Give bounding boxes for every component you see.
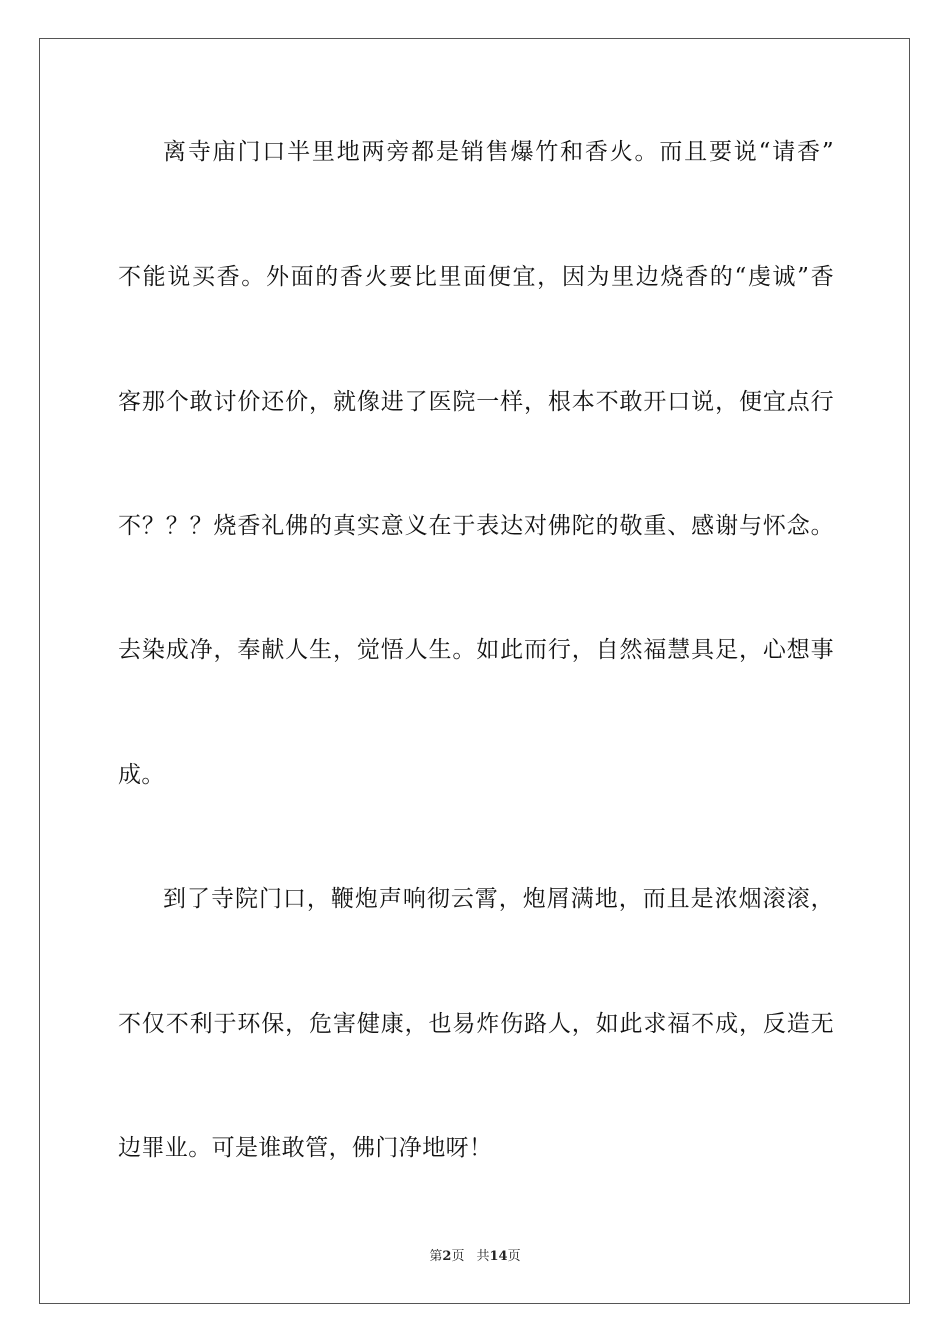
page-frame bbox=[39, 38, 910, 1304]
paragraph-1-line-6: 成。 bbox=[118, 762, 165, 788]
paragraph-2-line-3: 边罪业。可是谁敢管，佛门净地呀！ bbox=[118, 1135, 493, 1161]
footer-total-suffix: 页 bbox=[507, 1249, 521, 1264]
page-footer bbox=[0, 1248, 950, 1266]
paragraph-1-line-3: 客那个敢讨价还价，就像进了医院一样，根本不敢开口说，便宜点行 bbox=[118, 389, 834, 415]
footer-total-prefix: 共 bbox=[476, 1249, 490, 1264]
paragraph-1-line-5: 去染成净，奉献人生，觉悟人生。如此而行，自然福慧具足，心想事 bbox=[118, 637, 834, 663]
footer-page-number: 2 bbox=[442, 1249, 452, 1264]
paragraph-2-line-2: 不仅不利于环保，危害健康，也易炸伤路人，如此求福不成，反造无 bbox=[118, 1011, 834, 1037]
footer-page-prefix: 第 bbox=[429, 1249, 443, 1264]
paragraph-1-line-4: 不？？？烧香礼佛的真实意义在于表达对佛陀的敬重、感谢与怀念。 bbox=[118, 513, 834, 539]
paragraph-1-line-1: 离寺庙门口半里地两旁都是销售爆竹和香火。而且要说“请香” bbox=[163, 139, 834, 165]
paragraph-2-line-1: 到了寺院门口，鞭炮声响彻云霄，炮屑满地，而且是浓烟滚滚， bbox=[163, 886, 834, 912]
footer-page-suffix: 页 bbox=[451, 1249, 465, 1264]
paragraph-1-line-2: 不能说买香。外面的香火要比里面便宜，因为里边烧香的“虔诚”香 bbox=[118, 264, 834, 290]
footer-total-number: 14 bbox=[489, 1249, 508, 1264]
